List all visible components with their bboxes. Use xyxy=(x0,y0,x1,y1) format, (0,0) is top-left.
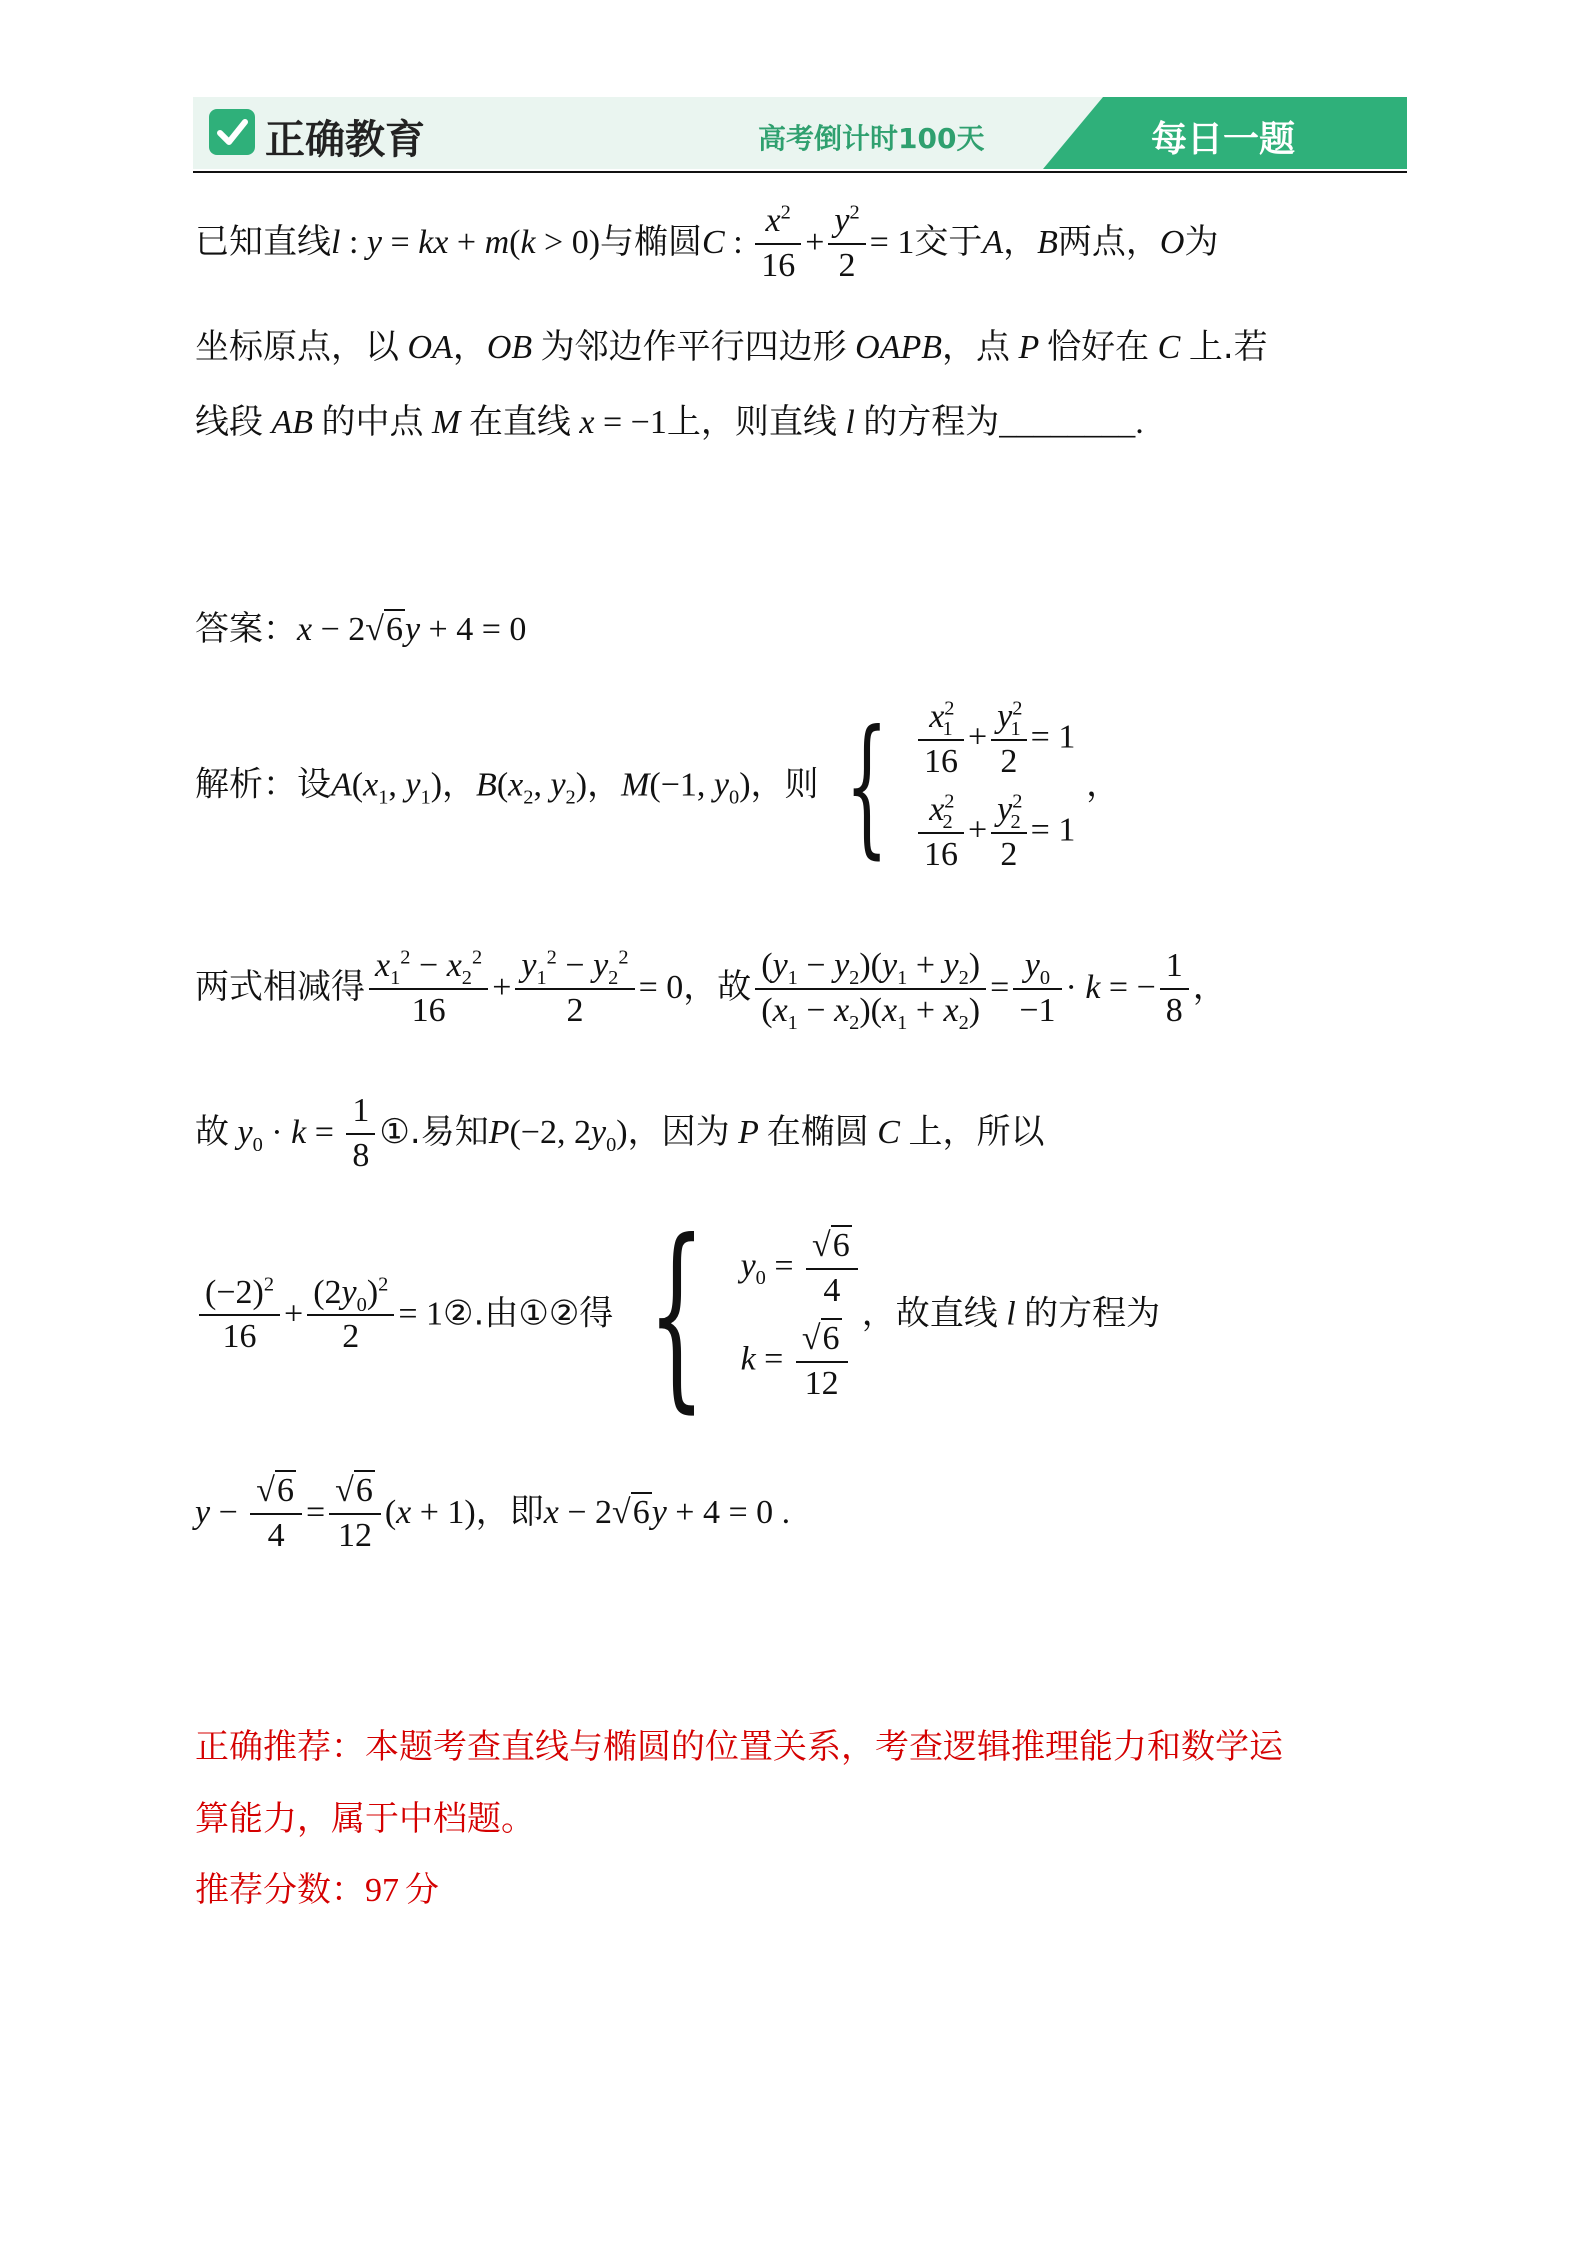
recommend-line-2: 算能力，属于中档题。 xyxy=(195,1799,535,1839)
recommend-line-1: 正确推荐：本题考查直线与椭圆的位置关系，考查逻辑推理能力和数学运 xyxy=(195,1727,1283,1767)
problem-text: ，点 xyxy=(942,327,1011,367)
score-label: 推荐分数： xyxy=(195,1870,365,1910)
score-unit: 分 xyxy=(405,1870,439,1910)
solution-text: ，即 xyxy=(475,1492,544,1532)
problem-text: 坐标原点，以 xyxy=(195,327,399,367)
problem-line-1: 已知直线l : y = kx + m(k > 0)与椭圆C : $\frac{x^2}{16}$ + $\frac{y^2}{2}$ = 1交于A，B两点，O为 xyxy=(195,201,1219,284)
solution-label: 解析：设 xyxy=(195,764,331,805)
solution-text: ，因为 xyxy=(627,1112,730,1152)
problem-text: 交于 xyxy=(914,222,983,262)
problem-text: 的方程为 xyxy=(863,402,1000,442)
problem-text: 上，则直线 xyxy=(666,402,837,442)
problem-text: 为 xyxy=(1184,222,1219,262)
solution-line-3: 故 $y_0 \cdot k$ = $\frac{1}{8}$ ①.易知P(−2, $2y_0$)，因为 P 在椭圆 C 上，所以 xyxy=(195,1092,1045,1174)
answer-line: 答案：x − 2√6y + 4 = 0 xyxy=(195,609,527,649)
header xyxy=(193,97,1407,169)
solution-text: .易知 xyxy=(409,1112,489,1152)
solution-text: ，故直线 xyxy=(861,1293,998,1334)
solution-text: ，故 xyxy=(683,967,752,1007)
solution-text: 上，所以 xyxy=(908,1112,1045,1152)
solution-line-1: 解析：设$A(x_1$, $y_1$)，$B(x_2$, $y_2$)，M(−1, $y_0$)，则 { $\frac{x^2_1}{16}$ + $\frac{y^2_1}{2}$ = 1 $\frac{x^2_2}{16}$ + $\frac{y^2_2}{2}$ = 1 ， xyxy=(195,697,1121,873)
solution-line-4: $\frac{(-2)^2}{16}$ + $\frac{(2y_0)^2}{2}$ = 1②.由①②得 { $y_0$ = $\frac{√6}{4}$ k = $\frac{√6}{12}$ ，故直线 l 的方程为 xyxy=(195,1215,1160,1415)
solution-line-5: y − $\frac{√6}{4}$ = $\frac{√6}{12}$ (x + 1)，即x − 2√6y + 4 = 0 . xyxy=(195,1472,791,1554)
problem-text: 恰好在 xyxy=(1047,327,1150,367)
problem-text: 与椭圆 xyxy=(600,222,703,262)
problem-line-3: 线段 AB 的中点 M 在直线 x = −1上，则直线 l 的方程为________. xyxy=(195,402,1144,442)
solution-text: 故 xyxy=(195,1112,229,1152)
problem-text: 两点， xyxy=(1057,222,1160,262)
countdown-text: 高考倒计时100天 xyxy=(758,122,985,155)
problem-text: 在直线 xyxy=(468,402,571,442)
solution-text: 在椭圆 xyxy=(766,1112,869,1152)
header-rule xyxy=(193,171,1407,173)
problem-text: 已知直线 xyxy=(195,222,331,262)
problem-text: 为邻边作平行四边形 xyxy=(540,327,847,367)
problem-text: 线段 xyxy=(195,402,263,442)
problem-text: 的中点 xyxy=(321,402,424,442)
solution-line-2: 两式相减得 $\frac{x_1^2 - x_2^2}{16}$ + $\frac{y_1^2 - y_2^2}{2}$ = 0，故 $\frac{(y_1 - y_2)(y_1 + y_2)}{(x_1 - x_2)(x_1 + x_2)}$ = $\frac{y_0}{-1}$ · k = − $\frac{1}{8}$ ， xyxy=(195,946,1227,1034)
problem-text: 上.若 xyxy=(1188,327,1268,367)
checkmark-icon xyxy=(209,109,255,155)
solution-text: 两式相减得 xyxy=(195,967,365,1007)
solution-text: 的方程为 xyxy=(1024,1293,1161,1334)
daily-question-label: 每日一题 xyxy=(1151,119,1296,160)
solution-text: ，则 xyxy=(750,764,819,805)
answer-label: 答案： xyxy=(195,609,297,649)
recommend-score xyxy=(195,1870,439,1910)
answer-blank: ________. xyxy=(999,404,1144,441)
solution-text: .由①②得 xyxy=(473,1293,614,1334)
brand-logo-text: 正确教育 xyxy=(265,117,425,163)
score-value: 97 xyxy=(365,1872,399,1909)
problem-line-2: 坐标原点，以 OA，OB 为邻边作平行四边形 OAPB，点 P 恰好在 C 上.若 xyxy=(195,327,1268,367)
